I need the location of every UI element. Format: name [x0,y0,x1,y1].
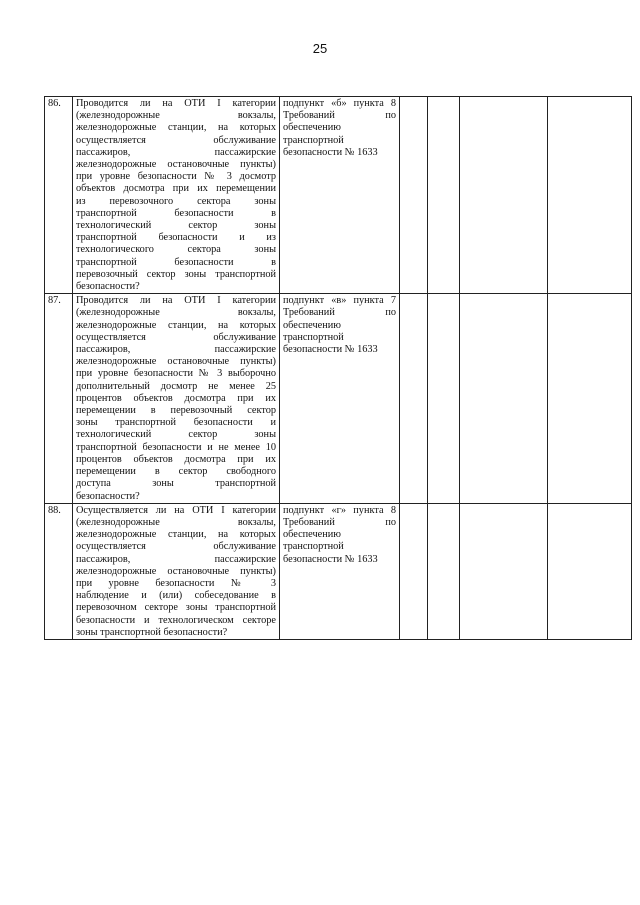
not-applicable-cell [460,503,548,639]
text-line: транспортной [283,331,344,343]
text-line: безопасности и технологическом секторе [76,614,276,626]
text-line: пассажиров, пассажирские [76,344,276,356]
not-applicable-cell [460,97,548,294]
text-line: безопасности № 1633 [283,344,378,356]
question-cell [73,294,280,503]
text-line: при уровне безопасности № 3 досмотр [76,171,276,183]
text-line: железнодорожные станции, на которых [76,319,276,331]
text-line: осуществляется обслуживание [76,331,276,343]
text-line: перевозочном секторе зоны транспортной [76,602,276,614]
text-line: при уровне безопасности № 3 [76,577,276,589]
reference-cell [280,97,400,294]
text-line: пассажиров, пассажирские [76,553,276,565]
text-line: транспортной [283,134,344,146]
question-cell [73,503,280,639]
text-line: транспортной безопасности в [76,207,276,219]
text-line: наблюдение и (или) собеседование в [76,590,276,602]
text-line: зоны транспортной безопасности и [76,417,276,429]
text-line: осуществляется обслуживание [76,134,276,146]
text-line: транспортной безопасности в [76,256,276,268]
text-line: безопасности? [76,281,140,293]
text-line: обеспечению [283,529,341,541]
text-line: технологического сектора зоны [76,244,276,256]
row-number: 86. [45,97,73,294]
text-line: обеспечению [283,319,341,331]
question-cell [73,97,280,294]
text-line: перемещении в перевозочный сектор [76,405,276,417]
answer-no-cell [428,503,460,639]
text-line: пассажиров, пассажирские [76,146,276,158]
text-line: Осуществляется ли на ОТИ I категории [76,504,276,516]
text-line: Требований по [283,307,396,319]
text-line: железнодорожные станции, на которых [76,529,276,541]
checklist-table [44,96,632,640]
text-line: Требований по [283,516,396,528]
answer-yes-cell [400,97,428,294]
text-line: (железнодорожные вокзалы, [76,110,276,122]
text-line: Проводится ли на ОТИ I категории [76,98,276,109]
text-line: осуществляется обслуживание [76,541,276,553]
text-line: (железнодорожные вокзалы, [76,307,276,319]
answer-yes-cell [400,503,428,639]
text-line: (железнодорожные вокзалы, [76,516,276,528]
table-row [45,294,632,503]
text-line: транспортной [283,541,344,553]
answer-yes-cell [400,294,428,503]
text-line: из перевозочного сектора зоны [76,195,276,207]
text-line: подпункт «г» пункта 8 [283,504,396,516]
text-line: доступа зоны транспортной [76,478,276,490]
text-line: железнодорожные остановочные пункты) [76,356,276,368]
answer-no-cell [428,97,460,294]
text-line: перемещении в сектор свободного [76,466,276,478]
text-line: технологический сектор зоны [76,220,276,232]
text-line: Проводится ли на ОТИ I категории [76,295,276,307]
text-line: процентов объектов досмотра при их [76,392,276,404]
text-line: железнодорожные остановочные пункты) [76,159,276,171]
table-row [45,503,632,639]
text-line: безопасности № 1633 [283,553,378,565]
text-line: подпункт «б» пункта 8 [283,98,396,109]
reference-cell [280,294,400,503]
text-line: объектов досмотра при их перемещении [76,183,276,195]
text-line: транспортной безопасности и из [76,232,276,244]
text-line: при уровне безопасности № 3 выборочно [76,368,276,380]
text-line: Требований по [283,110,396,122]
text-line: железнодорожные остановочные пункты) [76,565,276,577]
text-line: перевозочный сектор зоны транспортной [76,268,276,280]
text-line: зоны транспортной безопасности? [76,626,228,638]
text-line: дополнительный досмотр не менее 25 [76,380,276,392]
row-number: 88. [45,503,73,639]
text-line: железнодорожные станции, на которых [76,122,276,134]
page-number: 25 [312,41,328,56]
notes-cell [548,503,632,639]
row-number: 87. [45,294,73,503]
reference-cell [280,503,400,639]
text-line: транспортной безопасности и не менее 10 [76,441,276,453]
notes-cell [548,294,632,503]
text-line: безопасности № 1633 [283,146,378,158]
answer-no-cell [428,294,460,503]
notes-cell [548,97,632,294]
table-row [45,97,632,294]
text-line: обеспечению [283,122,341,134]
text-line: процентов объектов досмотра при их [76,453,276,465]
not-applicable-cell [460,294,548,503]
text-line: технологический сектор зоны [76,429,276,441]
text-line: безопасности? [76,490,140,502]
text-line: подпункт «в» пункта 7 [283,295,396,307]
